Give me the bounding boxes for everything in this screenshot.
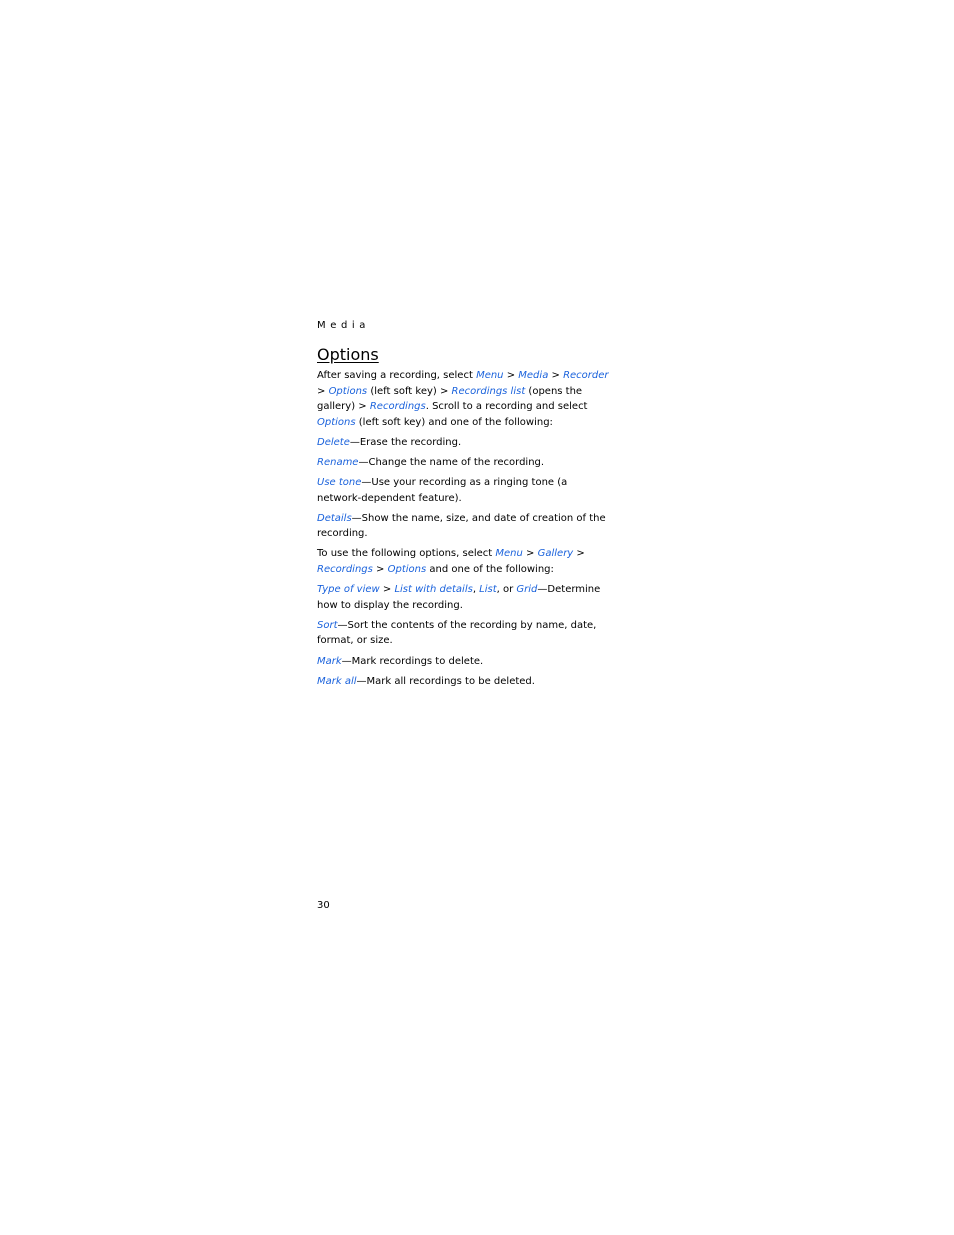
body-text-run: (opens the gallery) > (317, 385, 583, 412)
paragraph (317, 455, 611, 471)
body-text-run: —Mark all recordings to be deleted. (356, 675, 535, 687)
section-heading: Options (317, 345, 379, 364)
body-text-run: and one of the following: (426, 563, 554, 575)
menu-link[interactable]: Mark all (317, 675, 357, 687)
menu-link[interactable]: List with details (394, 584, 473, 596)
paragraph (317, 582, 611, 613)
body-text-run: , or (496, 584, 517, 596)
paragraph (317, 368, 611, 430)
body-text-run: > (522, 548, 538, 560)
menu-link[interactable]: Mark (317, 655, 342, 667)
body-text-run: —Show the name, size, and date of creation of the recording. (317, 512, 606, 540)
body-text-run: > (372, 563, 388, 575)
menu-link[interactable]: Recordings (317, 563, 373, 575)
paragraph (317, 546, 611, 577)
menu-link[interactable]: Grid (516, 584, 538, 596)
body-text-run: > (573, 548, 585, 560)
paragraph (317, 674, 611, 690)
menu-link[interactable]: Options (328, 385, 368, 397)
menu-link[interactable]: Menu (495, 548, 523, 560)
body-text-run: (left soft key) > (367, 385, 452, 397)
menu-link[interactable]: Recordings list (451, 385, 526, 397)
page-number: 30 (317, 900, 330, 911)
body-text-run: —Determine how to display the recording. (317, 584, 601, 611)
section-label: Media (317, 320, 371, 331)
body-text-run: After saving a recording, select (317, 370, 477, 381)
body-text-run: > (548, 370, 564, 381)
menu-link[interactable]: Delete (317, 436, 350, 448)
body-text-run: —Use your recording as a ringing tone (a network-dependent feature). (317, 477, 568, 504)
menu-link[interactable]: Menu (476, 370, 504, 381)
body-text-run: —Change the name of the recording. (358, 456, 545, 468)
menu-link[interactable]: Type of view (317, 584, 380, 596)
menu-link[interactable]: Recorder (563, 370, 609, 381)
manual-page (317, 0, 617, 1235)
body-text-run: —Erase the recording. (349, 436, 462, 448)
paragraph (317, 654, 611, 670)
body-text-run: > (379, 584, 395, 596)
paragraph (317, 435, 611, 451)
paragraph (317, 475, 611, 506)
body-text-run: . Scroll to a recording and select (425, 401, 588, 412)
body-text-run: (left soft key) and one of the following: (355, 416, 553, 428)
body-text-run: —Mark recordings to delete. (341, 655, 484, 667)
paragraph (317, 618, 611, 649)
menu-link[interactable]: Sort (317, 619, 338, 631)
paragraph (317, 511, 611, 542)
body-text-run: > (503, 370, 519, 381)
body-text-run: —Sort the contents of the recording by name, date, format, or size. (317, 619, 597, 647)
menu-link[interactable]: Gallery (537, 548, 574, 560)
body-text-run: > (317, 385, 329, 397)
body-text-run: To use the following options, select (317, 548, 496, 560)
body-text-run: , (472, 584, 480, 596)
menu-link[interactable]: Recordings (369, 401, 426, 412)
menu-link[interactable]: Options (317, 416, 356, 428)
menu-link[interactable]: Options (387, 563, 427, 575)
menu-link[interactable]: Rename (317, 456, 359, 468)
menu-link[interactable]: Use tone (317, 477, 362, 489)
menu-link[interactable]: Details (317, 512, 352, 524)
menu-link[interactable]: Media (518, 370, 549, 381)
menu-link[interactable]: List (479, 584, 497, 596)
body-text (317, 368, 611, 694)
